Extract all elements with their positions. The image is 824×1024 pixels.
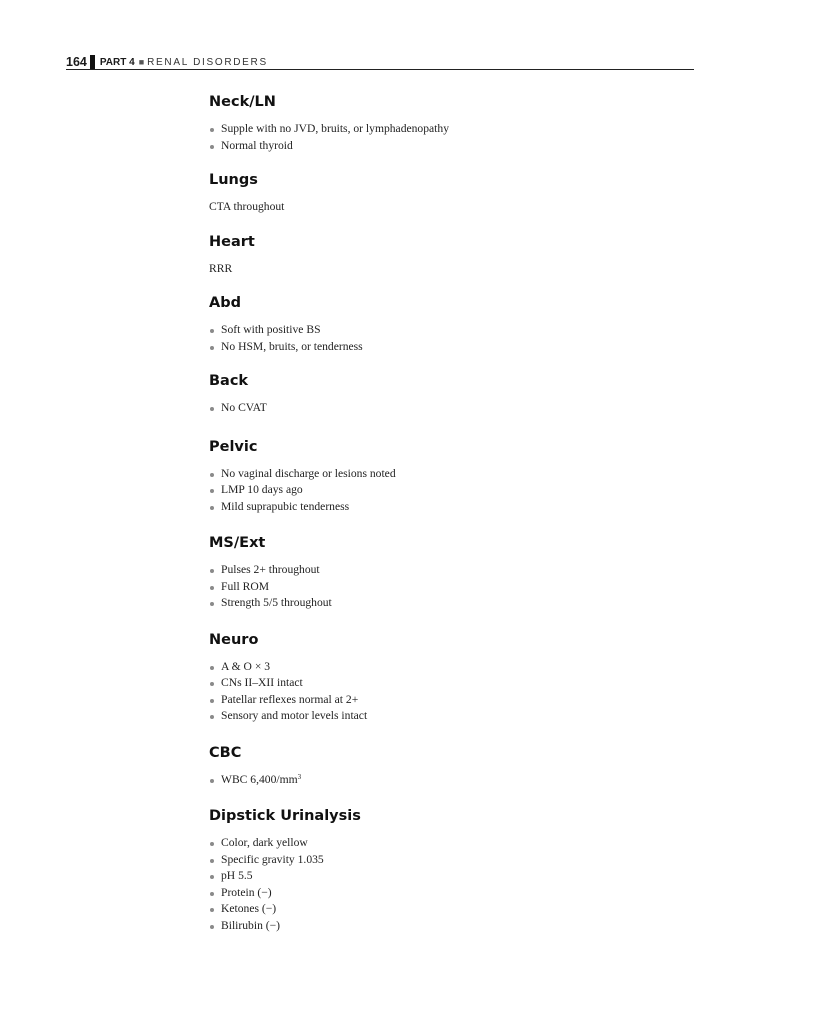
bullet-list <box>209 835 679 934</box>
section-abd <box>209 293 679 355</box>
page-content <box>209 92 679 934</box>
list-item: Bilirubin (−) <box>209 918 679 935</box>
section-heading: Back <box>209 373 249 389</box>
list-item: Soft with positive BS <box>209 322 679 339</box>
running-header <box>66 53 694 70</box>
section-pelvic <box>209 437 679 516</box>
list-item <box>209 772 679 789</box>
list-item: LMP 10 days ago <box>209 482 679 499</box>
bullet-list <box>209 322 679 355</box>
section-cbc <box>209 743 679 789</box>
section-heading: CBC <box>209 744 242 761</box>
section-back <box>209 371 679 417</box>
section-heading: Lungs <box>209 172 258 188</box>
page-number: 164 <box>66 55 87 69</box>
bullet-list <box>209 400 679 417</box>
list-item: Supple with no JVD, bruits, or lymphadenopathy <box>209 121 679 138</box>
list-item: Full ROM <box>209 579 679 596</box>
list-item: No vaginal discharge or lesions noted <box>209 466 679 483</box>
bullet-list <box>209 562 679 612</box>
list-item: Normal thyroid <box>209 138 679 155</box>
section-heading: Heart <box>209 233 255 250</box>
section-dipstick-urinalysis <box>209 806 679 934</box>
section-heading: MS/Ext <box>209 535 266 551</box>
section-heading: Neck/LN <box>209 94 276 110</box>
section-heart <box>209 232 679 278</box>
section-neck-ln <box>209 92 679 154</box>
bullet-list <box>209 121 679 154</box>
list-item: Protein (−) <box>209 885 679 902</box>
list-item: Mild suprapubic tenderness <box>209 499 679 516</box>
section-lungs <box>209 170 679 216</box>
section-heading: Dipstick Urinalysis <box>209 808 361 824</box>
list-item: Color, dark yellow <box>209 835 679 852</box>
bullet-list <box>209 659 679 725</box>
superscript-exponent: 3 <box>297 772 302 781</box>
list-item: CNs II–XII intact <box>209 675 679 692</box>
header-bar-decoration <box>90 55 95 69</box>
section-text: CTA throughout <box>209 200 285 213</box>
list-item: No HSM, bruits, or tenderness <box>209 339 679 356</box>
list-item: Strength 5/5 throughout <box>209 595 679 612</box>
list-item: pH 5.5 <box>209 868 679 885</box>
list-item: Ketones (−) <box>209 901 679 918</box>
section-heading: Abd <box>209 295 241 311</box>
bullet-list <box>209 772 679 789</box>
list-item: Pulses 2+ throughout <box>209 562 679 579</box>
list-item: Sensory and motor levels intact <box>209 708 679 725</box>
wbc-value: WBC 6,400/mm <box>221 772 298 786</box>
bullet-list <box>209 466 679 516</box>
section-neuro <box>209 630 679 725</box>
part-label: PART 4 <box>99 57 135 68</box>
list-item: No CVAT <box>209 400 679 417</box>
section-text: RRR <box>209 261 233 275</box>
section-ms-ext <box>209 533 679 612</box>
section-heading: Neuro <box>209 631 259 648</box>
list-item: A & O × 3 <box>209 659 679 676</box>
square-separator-icon: ■ <box>138 57 145 67</box>
list-item: Specific gravity 1.035 <box>209 852 679 869</box>
list-item: Patellar reflexes normal at 2+ <box>209 692 679 709</box>
chapter-title: RENAL DISORDERS <box>147 57 268 68</box>
section-heading: Pelvic <box>209 438 258 455</box>
